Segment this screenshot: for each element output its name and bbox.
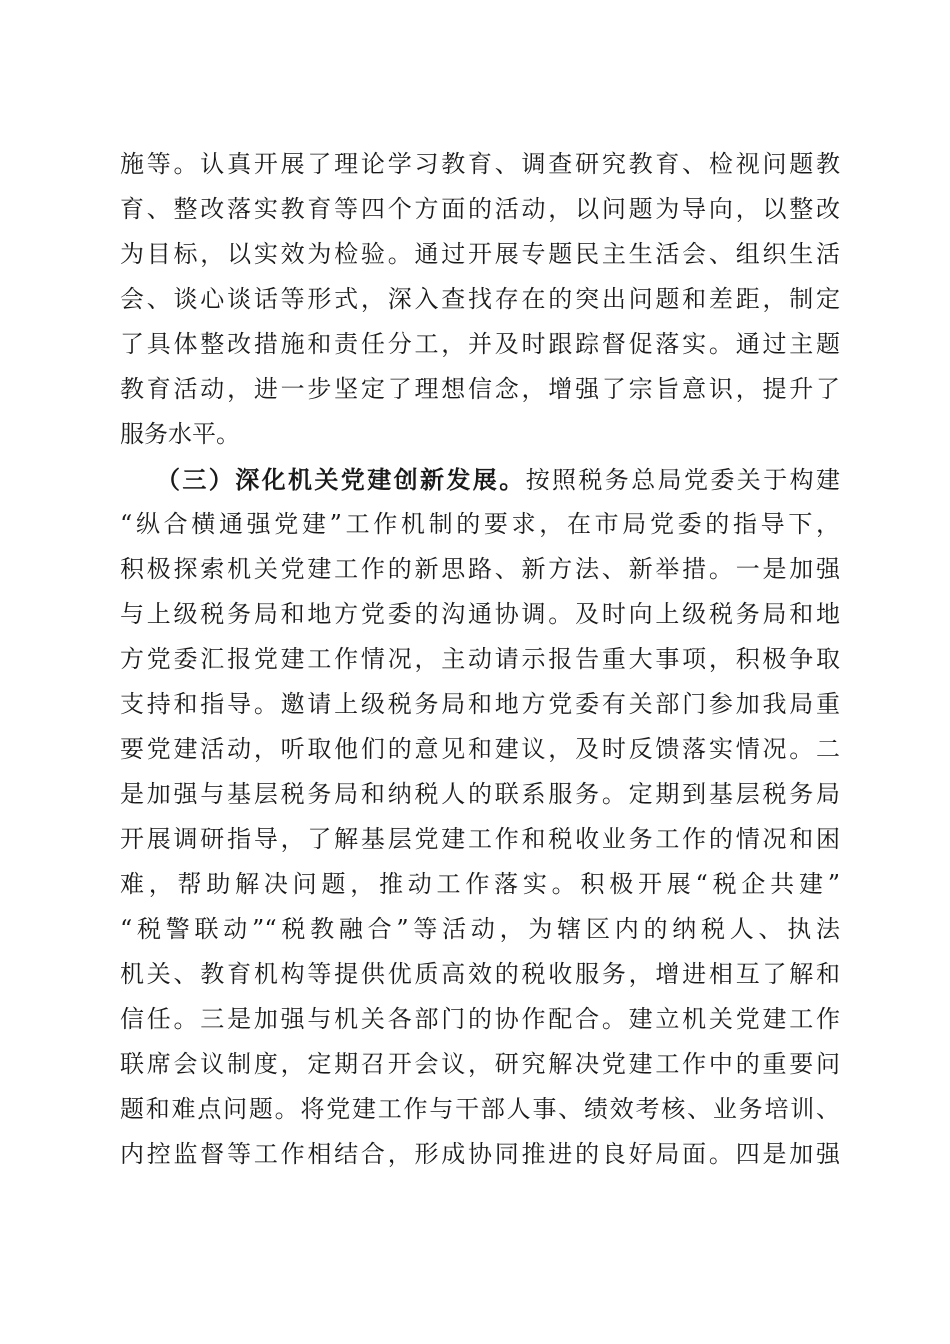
- text-line: 方党委汇报党建工作情况，主动请示报告重大事项，积极争取: [120, 645, 840, 673]
- section-3-paragraph: [120, 457, 840, 1177]
- section-heading: （三）深化机关党建创新发展。: [156, 465, 526, 494]
- text-line: 积极探索机关党建工作的新思路、新方法、新举措。一是加强: [120, 555, 840, 583]
- text-line: 要党建活动，听取他们的意见和建议，及时反馈落实情况。二: [120, 735, 840, 763]
- text-line: 与上级税务局和地方党委的沟通协调。及时向上级税务局和地: [120, 600, 840, 628]
- text-line: 育、整改落实教育等四个方面的活动，以问题为导向，以整改: [120, 195, 840, 223]
- section-heading-line: [120, 457, 840, 502]
- paragraph-1: [120, 142, 840, 457]
- text-line: 会、谈心谈话等形式，深入查找存在的突出问题和差距，制定: [120, 285, 840, 313]
- text-line: 难，帮助解决问题，推动工作落实。积极开展“税企共建”: [120, 870, 840, 898]
- text-line: “纵合横通强党建”工作机制的要求，在市局党委的指导下，: [120, 510, 840, 538]
- text-line: 为目标，以实效为检验。通过开展专题民主生活会、组织生活: [120, 240, 840, 268]
- text-line: 内控监督等工作相结合，形成协同推进的良好局面。四是加强: [120, 1140, 840, 1168]
- text-line: 服务水平。: [120, 420, 240, 448]
- text-line: 信任。三是加强与机关各部门的协作配合。建立机关党建工作: [120, 1005, 840, 1033]
- text-line: 开展调研指导，了解基层党建工作和税收业务工作的情况和困: [120, 825, 840, 853]
- section-heading-continuation: 按照税务总局党委关于构建: [525, 466, 841, 494]
- body-text: [120, 142, 840, 1177]
- text-line: 教育活动，进一步坚定了理想信念，增强了宗旨意识，提升了: [120, 375, 840, 403]
- text-line: 题和难点问题。将党建工作与干部人事、绩效考核、业务培训、: [120, 1095, 840, 1123]
- text-line: 联席会议制度，定期召开会议，研究解决党建工作中的重要问: [120, 1050, 840, 1078]
- text-line: 是加强与基层税务局和纳税人的联系服务。定期到基层税务局: [120, 780, 840, 808]
- text-line: 施等。认真开展了理论学习教育、调查研究教育、检视问题教: [120, 150, 840, 178]
- text-line: 机关、教育机构等提供优质高效的税收服务，增进相互了解和: [120, 960, 840, 988]
- text-line: 支持和指导。邀请上级税务局和地方党委有关部门参加我局重: [120, 690, 840, 718]
- text-line: 了具体整改措施和责任分工，并及时跟踪督促落实。通过主题: [120, 330, 840, 358]
- text-line: “税警联动”“税教融合”等活动，为辖区内的纳税人、执法: [120, 915, 840, 943]
